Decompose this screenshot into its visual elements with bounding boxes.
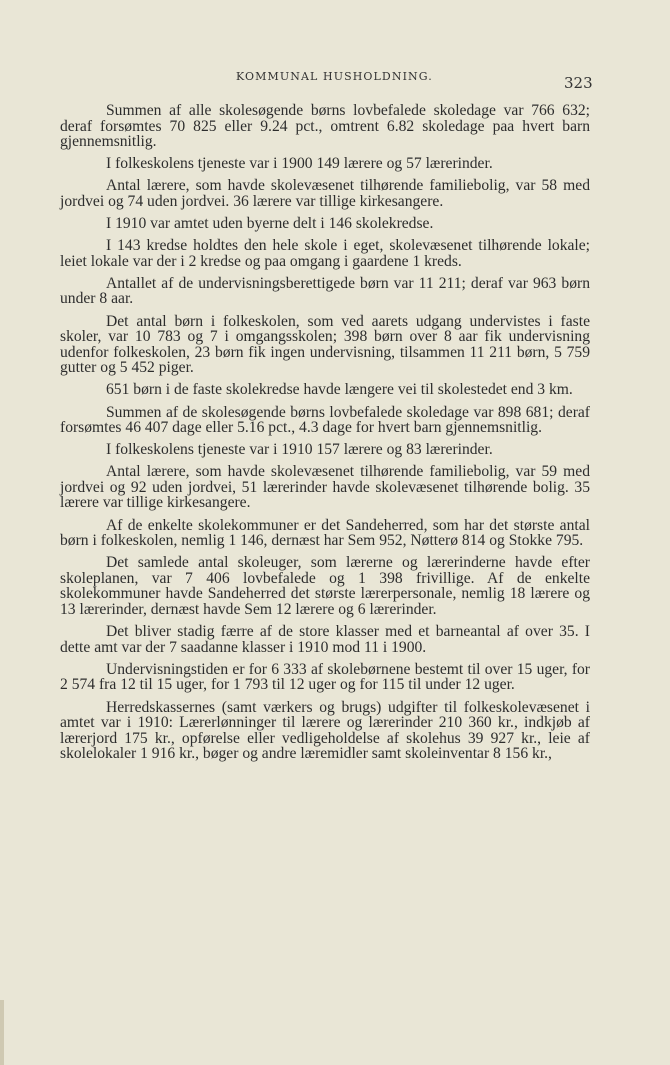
running-head: KOMMUNAL HUSHOLDNING. (236, 70, 433, 83)
page-number: 323 (564, 74, 593, 92)
paragraph: I 143 kredse holdtes den hele skole i eget, skolevæsenet tilhørende lokale; leiet lokale var der i 2 kredse og paa omgang i gaardene 1 kreds. (60, 237, 590, 270)
paragraph: Antallet af de undervisningsberettigede børn var 11 211; deraf var 963 børn under 8 aar. (60, 274, 590, 308)
paragraph: Herredskassernes (samt værkers og brugs) udgifter til folkeskolevæsenet i amtet var i 1910: Lærerlønninger til lærere og lærerinder 210 360 kr., indkjøb af lærerjord 175 kr., opførelse eller vedligeholdelse af skolehus 39 927 kr., leie af skolelokaler 1 916 kr., bøger og andre læremidler samt skoleinventar 8 156 kr., (60, 698, 590, 763)
paragraph: Undervisningstiden er for 6 333 af skolebørnene bestemt til over 15 uger, for 2 574 fra 12 til 15 uger, for 1 793 til 12 uger og for 115 til under 12 uger. (60, 660, 590, 694)
page-edge-shadow (0, 1000, 4, 1065)
paragraph: I 1910 var amtet uden byerne delt i 146 skolekredse. (106, 215, 434, 233)
paragraph: Af de enkelte skolekommuner er det Sandeherred, som har det største antal børn i folkeskolen, nemlig 1 146, dernæst har Sem 952, Nøtterø 814 og Stokke 795. (60, 516, 590, 550)
paragraph: Antal lærere, som havde skolevæsenet tilhørende familiebolig, var 58 med jordvei og 74 uden jordvei. 36 lærere var tillige kirkesangere. (60, 177, 590, 210)
paragraph: Antal lærere, som havde skolevæsenet tilhørende familiebolig, var 59 med jordvei og 92 uden jordvei, 51 lærerinder havde skolevæsenet tilhørende bolig. 35 lærere var tillige kirkesangere. (60, 463, 590, 512)
paragraph: I folkeskolens tjeneste var i 1900 149 lærere og 57 lærerinder. (106, 155, 493, 173)
paragraph: Det bliver stadig færre af de store klasser med et barneantal af over 35. I dette amt var der 7 saadanne klasser i 1910 mod 11 i 1900. (60, 623, 590, 656)
paragraph: Det antal børn i folkeskolen, som ved aarets udgang undervistes i faste skoler, var 10 783 og 7 i omgangsskolen; 398 børn over 8 aar fik undervisning udenfor folkeskolen, 23 børn fik ingen undervisning, tilsammen 11 211 børn, 5 759 gutter og 5 452 piger. (60, 312, 590, 377)
paragraph: Summen af de skolesøgende børns lovbefalede skoledage var 898 681; deraf forsømtes 46 407 dage eller 5.16 pct., 4.3 dage for hvert barn gjennemsnitlig. (60, 403, 590, 437)
paragraph: I folkeskolens tjeneste var i 1910 157 lærere og 83 lærerinder. (106, 441, 493, 459)
body-text (60, 103, 590, 768)
paragraph: Summen af alle skolesøgende børns lovbefalede skoledage var 766 632; deraf forsømtes 70 825 eller 9.24 pct., omtrent 6.82 skoledage paa hvert barn gjennemsnitlig. (60, 102, 590, 151)
paragraph: Det samlede antal skoleuger, som lærerne og lærerinderne havde efter skoleplanen, var 7 406 lovbefalede og 1 398 frivillige. Af de enkelte skolekommuner havde Sandeherred det største lærerpersonale, nemlig 18 lærere og 13 lærerinder, dernæst havde Sem 12 lærere og 6 lærerinder. (60, 554, 590, 619)
paragraph: 651 børn i de faste skolekredse havde længere vei til skolestedet end 3 km. (106, 381, 573, 399)
